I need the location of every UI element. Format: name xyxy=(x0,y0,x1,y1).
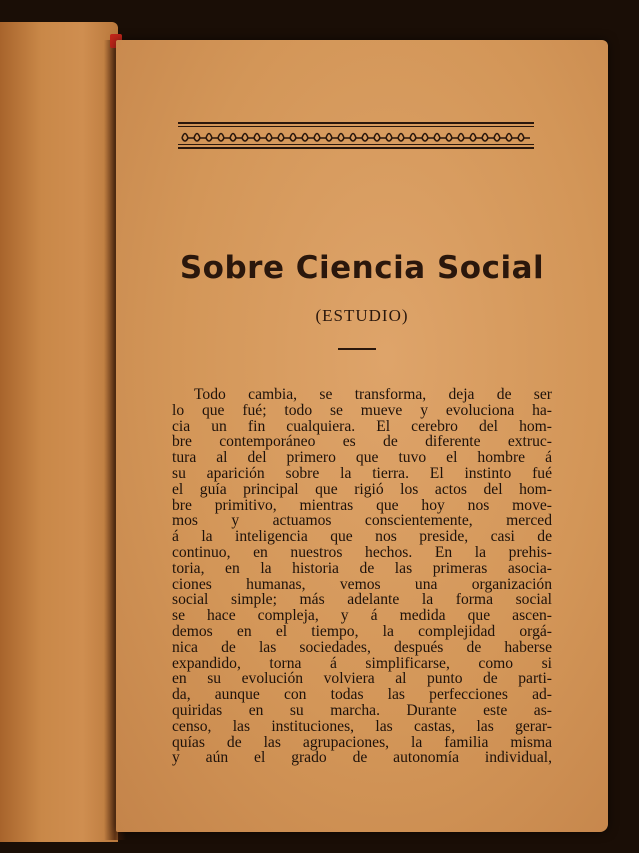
text-line: á la inteligencia que nos preside, casi de xyxy=(172,528,552,546)
text-line: su aparición sobre la tierra. El instinto fué xyxy=(172,464,552,482)
text-line: toria, en la historia de las primeras asocia- xyxy=(172,559,552,577)
chapter-title: Sobre Ciencia Social xyxy=(179,250,545,286)
chapter-subtitle: (ESTUDIO) xyxy=(315,306,409,325)
ornamental-border xyxy=(178,122,534,150)
text-line: nica de las sociedades, después de haberse xyxy=(172,638,552,656)
text-line: lo que fué; todo se mueve y evoluciona ha- xyxy=(172,401,552,419)
text-line: tura al del primero que tuvo el hombre á xyxy=(172,449,552,467)
text-line: Todo cambia, se transforma, deja de ser xyxy=(194,386,552,403)
text-line: en su evolución volviera al punto de parti- xyxy=(172,670,552,688)
text-line: bre primitivo, mientras que hoy nos move- xyxy=(172,496,552,514)
text-line: quías de las agrupaciones, la familia misma xyxy=(172,733,552,751)
text-line: cia un fin cualquiera. El cerebro del hom- xyxy=(172,417,552,435)
title-rule xyxy=(338,348,376,350)
facing-page xyxy=(0,22,118,842)
text-line: continuo, en nuestros hechos. En la prehis- xyxy=(172,543,552,561)
text-line: mos y actuamos conscientemente, merced xyxy=(172,512,552,530)
text-line: demos en el tiempo, la complejidad orgá- xyxy=(172,622,552,640)
book-page xyxy=(116,40,608,832)
text-line: quiridas en su marcha. Durante este as- xyxy=(172,701,552,719)
text-line: social simple; más adelante la forma social xyxy=(172,591,552,609)
text-line: da, aunque con todas las perfecciones ad- xyxy=(172,686,552,704)
text-line: ciones humanas, vemos una organización xyxy=(172,575,552,593)
text-line: censo, las instituciones, las castas, las gerar- xyxy=(172,717,552,735)
text-line: expandido, torna á simplificarse, como si xyxy=(172,654,552,672)
text-line: bre contemporáneo es de diferente extruc- xyxy=(172,433,552,451)
body-paragraph xyxy=(172,387,552,766)
text-line: el guía principal que rigió los actos del hom- xyxy=(172,480,552,498)
text-line: se hace compleja, y á medida que ascen- xyxy=(172,607,552,625)
text-line: y aún el grado de autonomía individual, xyxy=(172,749,552,767)
